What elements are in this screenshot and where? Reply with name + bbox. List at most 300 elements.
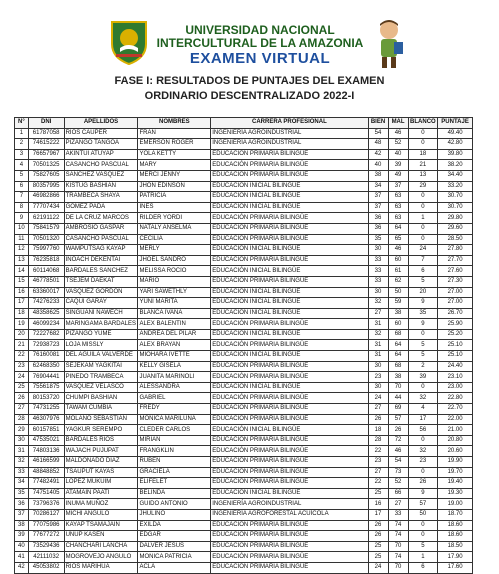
cell-names: ALESSANDRA [138,382,211,393]
table-row [15,329,473,340]
cell-correct-count: 32 [368,298,388,309]
cell-surnames: AKINTUI ATUYAP [64,149,138,160]
cell-wrong-count: 26 [388,425,408,436]
cell-score: 33.20 [438,181,473,192]
cell-wrong-count: 72 [388,435,408,446]
cell-surnames: CAQUI GARAY [64,298,138,309]
cell-row-number: 4 [15,160,29,171]
cell-correct-count: 33 [368,276,388,287]
university-name [150,24,370,50]
cell-correct-count: 34 [368,181,388,192]
column-header-number: N° [15,118,29,129]
cell-score: 25.10 [438,351,473,362]
cell-score: 25.20 [438,329,473,340]
cell-blank-count: 21 [408,160,438,171]
cell-career: INGENIERÍA AGROFORESTAL ACUÍCOLA [211,509,368,520]
cell-row-number: 23 [15,361,29,372]
cell-blank-count: 29 [408,181,438,192]
cell-surnames: MOGROVEJO ANGULO [64,552,138,563]
table-row [15,139,473,150]
cell-correct-count: 32 [368,329,388,340]
cell-surnames: BARDALES RIOS [64,435,138,446]
cell-blank-count: 0 [408,139,438,150]
cell-row-number: 25 [15,382,29,393]
cell-names: JHOEL SANDRO [138,255,211,266]
cell-correct-count: 27 [368,404,388,415]
cell-wrong-count: 38 [388,372,408,383]
cell-blank-count: 6 [408,266,438,277]
cell-correct-count: 35 [368,234,388,245]
table-row [15,340,473,351]
table-row [15,457,473,468]
cell-surnames: MALDONADO DIAZ [64,457,138,468]
cell-correct-count: 48 [368,139,388,150]
cell-dni: 74276233 [28,298,64,309]
cell-wrong-count: 74 [388,531,408,542]
cell-career: EDUCACIÓN PRIMARIA BILINGÜE [211,435,368,446]
cell-blank-count: 20 [408,287,438,298]
cell-correct-count: 37 [368,192,388,203]
cell-names: PATRICIA [138,192,211,203]
table-row [15,552,473,563]
cell-score: 34.40 [438,170,473,181]
cell-names: MARY [138,160,211,171]
cell-names: FRANGKLIN [138,446,211,457]
document-header [0,0,499,120]
table-row [15,255,473,266]
cell-career: EDUCACIÓN PRIMARIA BILINGÜE [211,531,368,542]
university-name-line1: UNIVERSIDAD NACIONAL [185,23,335,37]
results-title-line1: FASE I: RESULTADOS DE PUNTAJES DEL EXAMEN [114,75,385,87]
table-row [15,562,473,573]
cell-correct-count: 37 [368,202,388,213]
cell-score: 17.60 [438,562,473,573]
cell-wrong-count: 60 [388,255,408,266]
cell-blank-count: 50 [408,509,438,520]
cell-surnames: PINEDO TRAMBECA [64,372,138,383]
cell-names: YOLA KETTY [138,149,211,160]
cell-blank-count: 0 [408,329,438,340]
cell-wrong-count: 54 [388,457,408,468]
cell-score: 18.60 [438,531,473,542]
cell-blank-count: 23 [408,457,438,468]
cell-wrong-count: 68 [388,361,408,372]
table-row [15,234,473,245]
cell-row-number: 9 [15,213,29,224]
cell-names: MIOHARA IVETTE [138,351,211,362]
cell-wrong-count: 38 [388,308,408,319]
cell-wrong-count: 65 [388,234,408,245]
table-row [15,160,473,171]
cell-dni: 46166599 [28,457,64,468]
cell-row-number: 38 [15,520,29,531]
table-row [15,276,473,287]
cell-row-number: 35 [15,488,29,499]
cell-names: JHON EDINSON [138,181,211,192]
cell-wrong-count: 70 [388,382,408,393]
cell-career: EDUCACIÓN INICIAL BILINGÜE [211,425,368,436]
cell-career: EDUCACIÓN INICIAL BILINGÜE [211,488,368,499]
cell-correct-count: 22 [368,478,388,489]
cell-career: INGENIERÍA AGROINDUSTRIAL [211,139,368,150]
cell-row-number: 6 [15,181,29,192]
cell-row-number: 15 [15,276,29,287]
cell-career: EDUCACIÓN INICIAL BILINGÜE [211,351,368,362]
cell-career: EDUCACIÓN PRIMARIA BILINGÜE [211,404,368,415]
cell-names: NATALY ANSELMA [138,223,211,234]
cell-correct-count: 22 [368,446,388,457]
cell-career: EDUCACIÓN INICIAL BILINGÜE [211,245,368,256]
cell-surnames: CHANCHARI LANCHA [64,541,138,552]
cell-names: ALEX BALENTIN [138,319,211,330]
table-row [15,404,473,415]
cell-correct-count: 33 [368,266,388,277]
cell-surnames: MICHI ANGULO [64,509,138,520]
cell-wrong-count: 44 [388,393,408,404]
cell-row-number: 5 [15,170,29,181]
cell-correct-count: 40 [368,160,388,171]
cell-wrong-count: 61 [388,266,408,277]
cell-career: EDUCACIÓN PRIMARIA BILINGÜE [211,319,368,330]
cell-dni: 77677272 [28,531,64,542]
cell-career: EDUCACIÓN INICIAL BILINGÜE [211,298,368,309]
cell-surnames: TAWAM CUMBIA [64,404,138,415]
cell-blank-count: 4 [408,404,438,415]
cell-surnames: YAGKUR SEREMPO [64,425,138,436]
cell-surnames: PIZANGO TANGOA [64,139,138,150]
cell-career: EDUCACIÓN PRIMARIA BILINGÜE [211,467,368,478]
cell-names: EMERSON ROGER [138,139,211,150]
cell-row-number: 20 [15,329,29,340]
cell-correct-count: 33 [368,255,388,266]
cell-career: EDUCACIÓN PRIMARIA BILINGÜE [211,414,368,425]
cell-wrong-count: 63 [388,192,408,203]
cell-wrong-count: 60 [388,319,408,330]
cell-surnames: WAMPUTSAG KAYAP [64,245,138,256]
cell-blank-count: 5 [408,340,438,351]
cell-names: CECILIA [138,234,211,245]
cell-blank-count: 13 [408,170,438,181]
cell-blank-count: 17 [408,414,438,425]
cell-career: EDUCACIÓN PRIMARIA BILINGÜE [211,541,368,552]
cell-row-number: 26 [15,393,29,404]
results-title [0,74,499,104]
cell-names: INES [138,202,211,213]
cell-wrong-count: 70 [388,541,408,552]
cell-blank-count: 35 [408,308,438,319]
cell-score: 27.80 [438,245,473,256]
table-row [15,128,473,139]
cell-names: MERLY [138,245,211,256]
cell-career: EDUCACIÓN PRIMARIA BILINGÜE [211,340,368,351]
cell-career: EDUCACIÓN INICIAL BILINGÜE [211,192,368,203]
cell-dni: 76657967 [28,149,64,160]
cell-dni: 73796376 [28,499,64,510]
table-row [15,298,473,309]
cell-wrong-count: 57 [388,414,408,425]
cell-score: 21.00 [438,425,473,436]
column-header-score: PUNTAJE [438,118,473,129]
cell-score: 20.80 [438,435,473,446]
table-row [15,192,473,203]
column-header-dni: DNI [28,118,64,129]
cell-names: JUANITA MARINOLI [138,372,211,383]
table-row [15,467,473,478]
cell-score: 22.80 [438,393,473,404]
cell-dni: 60157851 [28,425,64,436]
cell-wrong-count: 70 [388,562,408,573]
cell-correct-count: 23 [368,457,388,468]
cell-score: 29.80 [438,213,473,224]
cell-correct-count: 36 [368,223,388,234]
cell-dni: 76160081 [28,351,64,362]
cell-names: CLEDER CARLOS [138,425,211,436]
cell-blank-count: 6 [408,562,438,573]
cell-row-number: 34 [15,478,29,489]
cell-score: 19.70 [438,467,473,478]
cell-surnames: SEJEKAM YAGKITAI [64,361,138,372]
cell-correct-count: 38 [368,170,388,181]
cell-names: EDGAR [138,531,211,542]
cell-blank-count: 7 [408,255,438,266]
cell-blank-count: 0 [408,202,438,213]
table-row [15,541,473,552]
cell-dni: 46778501 [28,276,64,287]
cell-row-number: 33 [15,467,29,478]
cell-names: MONICA MARILUNA [138,414,211,425]
cell-blank-count: 0 [408,192,438,203]
cell-blank-count: 5 [408,276,438,287]
cell-blank-count: 0 [408,435,438,446]
cell-dni: 72227682 [28,329,64,340]
table-row [15,520,473,531]
cell-row-number: 39 [15,531,29,542]
cell-dni: 45053802 [28,562,64,573]
cell-career: EDUCACIÓN PRIMARIA BILINGÜE [211,457,368,468]
cell-wrong-count: 69 [388,404,408,415]
cell-score: 22.00 [438,414,473,425]
cell-score: 18.50 [438,541,473,552]
cell-blank-count: 5 [408,541,438,552]
cell-correct-count: 28 [368,435,388,446]
cell-row-number: 17 [15,298,29,309]
cell-blank-count: 0 [408,382,438,393]
table-row [15,308,473,319]
table-row [15,446,473,457]
table-row [15,202,473,213]
cell-wrong-count: 63 [388,213,408,224]
cell-row-number: 1 [15,128,29,139]
cell-correct-count: 25 [368,541,388,552]
cell-score: 49.40 [438,128,473,139]
cell-names: ACLA [138,562,211,573]
cell-row-number: 27 [15,404,29,415]
cell-row-number: 12 [15,245,29,256]
cell-surnames: TSAUPUT KAYAS [64,467,138,478]
column-header-surnames: APELLIDOS [64,118,138,129]
cell-surnames: LOPEZ MUKUIM [64,478,138,489]
cell-score: 30.70 [438,192,473,203]
cell-blank-count: 24 [408,245,438,256]
cell-score: 23.10 [438,372,473,383]
cell-surnames: SINGUANI NAWECH [64,308,138,319]
cell-surnames: CASANCHO PASCUAL [64,160,138,171]
cell-surnames: ATAMAIN PAATI [64,488,138,499]
cell-row-number: 31 [15,446,29,457]
cell-wrong-count: 50 [388,287,408,298]
cell-names: MELISSA ROCIO [138,266,211,277]
cell-career: EDUCACIÓN PRIMARIA BILINGÜE [211,446,368,457]
cell-dni: 80357995 [28,181,64,192]
university-logo-icon [108,18,150,66]
cell-wrong-count: 64 [388,351,408,362]
table-row [15,351,473,362]
cell-score: 27.30 [438,276,473,287]
cell-wrong-count: 46 [388,245,408,256]
cell-score: 39.80 [438,149,473,160]
cell-correct-count: 30 [368,287,388,298]
cell-dni: 75841579 [28,223,64,234]
cell-correct-count: 24 [368,393,388,404]
cell-names: FRAN [138,128,211,139]
cell-correct-count: 26 [368,414,388,425]
cell-names: DALVER JESÚS [138,541,211,552]
cell-names: GRACIELA [138,467,211,478]
cell-dni: 77707434 [28,202,64,213]
table-row [15,414,473,425]
column-header-wrong: MAL [388,118,408,129]
cell-blank-count: 0 [408,223,438,234]
cell-dni: 47535021 [28,435,64,446]
cell-surnames: WAJACH PUJUPAT [64,446,138,457]
cell-surnames: TRAMBECA SHAYA [64,192,138,203]
cell-surnames: KISTUG BASHIAN [64,181,138,192]
cell-names: ANDREA DEL PILAR [138,329,211,340]
cell-dni: 75827605 [28,170,64,181]
cell-correct-count: 30 [368,245,388,256]
table-header-row [15,118,473,129]
cell-blank-count: 0 [408,531,438,542]
cell-row-number: 32 [15,457,29,468]
cell-blank-count: 1 [408,213,438,224]
cell-career: EDUCACIÓN PRIMARIA BILINGÜE [211,276,368,287]
cell-career: INGENIERÍA AGROINDUSTRIAL [211,128,368,139]
cell-row-number: 3 [15,149,29,160]
table-row [15,488,473,499]
cell-surnames: VASQUEZ GORDON [64,287,138,298]
cell-wrong-count: 73 [388,467,408,478]
cell-career: EDUCACIÓN INICIAL BILINGÜE [211,266,368,277]
cell-names: KELLY GISELA [138,361,211,372]
cell-career: EDUCACIÓN PRIMARIA BILINGÜE [211,393,368,404]
cell-correct-count: 26 [368,520,388,531]
cell-names: BELINDA [138,488,211,499]
table-row [15,361,473,372]
cell-row-number: 30 [15,435,29,446]
cell-names: EXILDA [138,520,211,531]
cell-correct-count: 26 [368,531,388,542]
cell-dni: 75561875 [28,382,64,393]
cell-correct-count: 25 [368,552,388,563]
cell-score: 29.60 [438,223,473,234]
cell-wrong-count: 27 [388,499,408,510]
cell-score: 18.70 [438,509,473,520]
cell-correct-count: 31 [368,319,388,330]
cell-dni: 80153720 [28,393,64,404]
cell-career: EDUCACIÓN PRIMARIA BILINGÜE [211,562,368,573]
cell-wrong-count: 52 [388,478,408,489]
cell-surnames: DEL AGUILA VALVERDE [64,351,138,362]
cell-correct-count: 18 [368,425,388,436]
cell-surnames: GOMEZ PADA [64,202,138,213]
cell-score: 19.40 [438,478,473,489]
cell-surnames: VASQUEZ VELASCO [64,382,138,393]
cell-correct-count: 25 [368,488,388,499]
cell-wrong-count: 64 [388,223,408,234]
cell-row-number: 2 [15,139,29,150]
cell-blank-count: 57 [408,499,438,510]
cell-wrong-count: 64 [388,340,408,351]
cell-dni: 46307976 [28,414,64,425]
cell-row-number: 21 [15,340,29,351]
cell-career: EDUCACIÓN PRIMARIA BILINGÜE [211,234,368,245]
cell-blank-count: 9 [408,319,438,330]
cell-correct-count: 16 [368,499,388,510]
cell-score: 19.30 [438,488,473,499]
cell-surnames: BARDALES SANCHEZ [64,266,138,277]
cell-blank-count: 0 [408,520,438,531]
cell-correct-count: 30 [368,382,388,393]
cell-surnames: CASANCHO PASCUAL [64,234,138,245]
table-row [15,531,473,542]
cell-dni: 73529436 [28,541,64,552]
table-row [15,287,473,298]
table-row [15,213,473,224]
cell-career: EDUCACIÓN INICIAL BILINGÜE [211,308,368,319]
cell-dni: 60114068 [28,266,64,277]
cell-blank-count: 18 [408,149,438,160]
cell-correct-count: 24 [368,562,388,573]
cell-surnames: LOJA MISSLY [64,340,138,351]
cell-wrong-count: 59 [388,298,408,309]
cell-names: FREDY [138,404,211,415]
cell-names: ELIFELET [138,478,211,489]
table-row [15,509,473,520]
cell-surnames: DE LA CRUZ MARCOS [64,213,138,224]
cell-correct-count: 31 [368,340,388,351]
table-row [15,393,473,404]
cell-dni: 48358625 [28,308,64,319]
cell-surnames: CHUMPI BASHIAN [64,393,138,404]
cell-wrong-count: 40 [388,149,408,160]
table-row [15,245,473,256]
cell-score: 27.00 [438,287,473,298]
cell-surnames: UNUP KASEN [64,531,138,542]
cell-career: EDUCACIÓN PRIMARIA BILINGÜE [211,478,368,489]
cell-blank-count: 32 [408,393,438,404]
table-row [15,181,473,192]
cell-row-number: 14 [15,266,29,277]
cell-wrong-count: 66 [388,488,408,499]
cell-names: YUNI MARITA [138,298,211,309]
cell-career: EDUCACIÓN PRIMARIA BILINGÜE [211,372,368,383]
table-row [15,319,473,330]
cell-correct-count: 31 [368,351,388,362]
exam-title: EXAMEN VIRTUAL [189,50,331,67]
cell-career: EDUCACIÓN PRIMARIA BILINGÜE [211,149,368,160]
cell-wrong-count: 62 [388,276,408,287]
cell-score: 27.00 [438,298,473,309]
